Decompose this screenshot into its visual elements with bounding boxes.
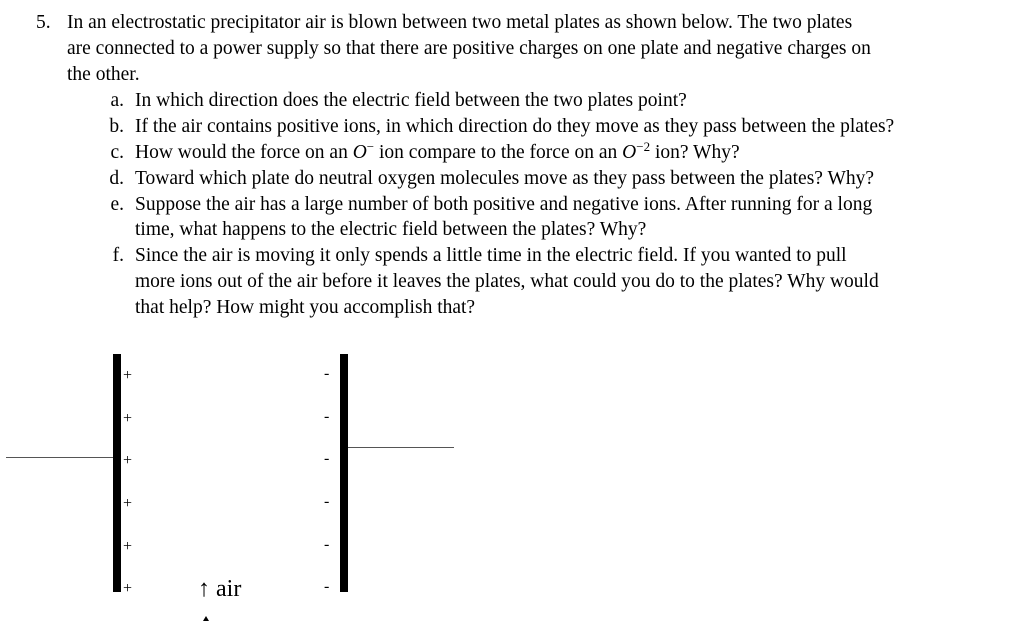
charge-minus-one: − [366, 139, 375, 154]
intro-line-3: the other. [67, 64, 140, 85]
positive-charge: + [123, 495, 133, 512]
part-f-line-3: that help? How might you accomplish that? [135, 297, 476, 318]
problem-number: 5. [36, 12, 51, 33]
negative-charge: - [324, 536, 330, 553]
charge-minus-two: −2 [636, 139, 651, 154]
part-c-text [135, 140, 740, 166]
part-e-line-1: Suppose the air has a large number of both positive and negative ions. After running for a long [135, 194, 873, 215]
negative-charge: - [324, 408, 330, 425]
positive-charge: + [123, 410, 133, 427]
part-f-line-2: more ions out of the air before it leaves the plates, what could you do to the plates? Why would [135, 271, 879, 292]
oxygen-ion-symbol: O [352, 142, 367, 163]
negative-charge: - [324, 578, 330, 595]
part-d-letter: d. [109, 168, 124, 189]
part-c-post: ion? Why? [650, 142, 740, 163]
part-e-line-2: time, what happens to the electric field between the plates? Why? [135, 219, 647, 240]
air-flow-label: ↑ air [198, 576, 242, 602]
part-c-pre: How would the force on an [135, 142, 353, 163]
positive-charge: + [123, 580, 133, 597]
part-e-letter: e. [110, 194, 124, 215]
part-a-text: In which direction does the electric field between the two plates point? [135, 90, 687, 111]
positive-charge: + [123, 452, 133, 469]
intro-line-2: are connected to a power supply so that there are positive charges on one plate and negative charges on [67, 38, 871, 59]
arrow-tip-icon [203, 616, 209, 621]
part-b-letter: b. [109, 116, 124, 137]
left-wire [6, 457, 114, 458]
negative-charge: - [324, 365, 330, 382]
part-f-letter: f. [112, 245, 124, 266]
part-d-text: Toward which plate do neutral oxygen molecules move as they pass between the plates? Why? [135, 168, 875, 189]
part-a-letter: a. [110, 90, 124, 111]
part-c-letter: c. [110, 142, 124, 163]
negative-charge: - [324, 450, 330, 467]
negative-plate [340, 354, 348, 592]
intro-line-1: In an electrostatic precipitator air is blown between two metal plates as shown below. The two plates [67, 12, 853, 33]
right-wire [348, 447, 454, 448]
part-c-mid: ion compare to the force on an [374, 142, 623, 163]
positive-plate [113, 354, 121, 592]
precipitator-diagram [0, 340, 470, 641]
part-f-line-1: Since the air is moving it only spends a little time in the electric field. If you wanted to pull [135, 245, 847, 266]
positive-charge: + [123, 538, 133, 555]
negative-charge: - [324, 493, 330, 510]
positive-charge: + [123, 367, 133, 384]
part-b-text: If the air contains positive ions, in which direction do they move as they pass between the plates? [135, 116, 895, 137]
oxygen-ion-symbol-2: O [622, 142, 637, 163]
